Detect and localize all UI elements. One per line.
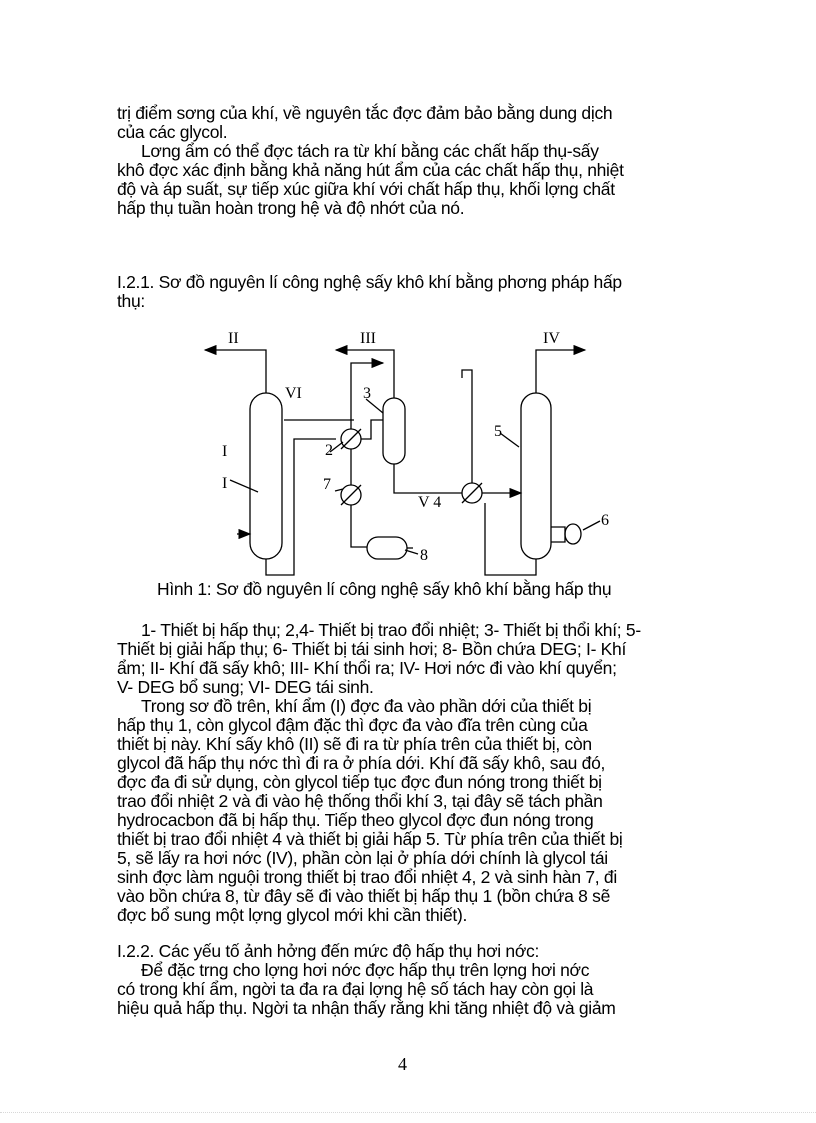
para2-line: trao đổi nhiệt 2 và đi vào hệ thống thổi khí 3, tại đây sẽ tách phần (117, 791, 603, 811)
section-heading: I.2.1. Sơ đồ nguyên lí công nghệ sấy khô khí bằng phơng pháp hấp (117, 272, 622, 292)
section2-line: hiệu quả hấp thụ. Ngời ta nhận thấy rằng khi tăng nhiệt độ và giảm (117, 998, 616, 1018)
absorber-column (250, 393, 282, 559)
para2-line: hấp thụ 1, còn glycol đậm đặc thì đợc đa vào đĩa trên cùng của (117, 715, 588, 735)
gas-dry-outlet-line (205, 350, 266, 393)
label-III: III (360, 330, 376, 347)
label-II: II (228, 330, 239, 347)
label-V4: V 4 (418, 494, 442, 511)
para1-line: khô đợc xác định bằng khả năng hút ẩm của các chất hấp thụ, nhiệt (117, 160, 624, 180)
page-bottom-border (0, 1112, 816, 1113)
label-8: 8 (420, 547, 428, 564)
section2-line: Để đặc trng cho lợng hơi nớc đợc hấp thụ trên lợng hơi nớc (141, 960, 590, 980)
legend-line: 1- Thiết bị hấp thụ; 2,4- Thiết bị trao đổi nhiệt; 3- Thiết bị thổi khí; 5- (141, 620, 641, 640)
para2-line: vào bồn chứa 8, từ đây sẽ đi vào thiết bị hấp thụ 1 (bồn chứa 8 sẽ (117, 886, 611, 906)
section-heading: thụ: (117, 291, 145, 311)
para2-line: Trong sơ đồ trên, khí ẩm (I) đợc đa vào phần dới của thiết bị (141, 696, 592, 716)
reboiler-6 (551, 527, 565, 542)
water-vapor-outlet-line (536, 350, 585, 393)
para2-line: thiết bị trao đổi nhiệt 4 và thiết bị giải hấp 5. Từ phía trên của thiết bị (117, 829, 623, 849)
para1-line: trị điểm sơng của khí, về nguyên tắc đợc đảm bảo bằng dung dịch (117, 103, 613, 123)
section-heading: I.2.2. Các yếu tố ảnh hởng đến mức độ hấp thụ hơi nớc: (117, 941, 540, 961)
label-IV: IV (543, 330, 560, 347)
para2-line: 5, sẽ lấy ra hơi nớc (IV), phần còn lại ở phía dới chính là glycol tái (117, 848, 608, 868)
legend-line: Thiết bị giải hấp thụ; 6- Thiết bị tái sinh hơi; 8- Bồn chứa DEG; I- Khí (117, 639, 627, 659)
gas-stripper-column-3 (383, 398, 405, 464)
desorber-column-5 (521, 393, 551, 559)
para1-line: của các glycol. (117, 122, 228, 142)
label-VI: VI (285, 385, 302, 402)
legend-line: V- DEG bổ sung; VI- DEG tái sinh. (117, 677, 374, 697)
storage-tank-8 (367, 537, 407, 559)
para1-line: Lơng ẩm có thể đợc tách ra từ khí bằng các chất hấp thụ-sấy (141, 141, 599, 161)
legend-line: ẩm; II- Khí đã sấy khô; III- Khí thổi ra; IV- Hơi nớc đi vào khí quyển; (117, 658, 617, 678)
section2-line: có trong khí ẩm, ngời ta đa ra đại lợng hệ số tách hay còn gọi là (117, 979, 594, 999)
para2-line: sinh đợc làm nguội trong thiết bị trao đổi nhiệt 4, 2 và sinh hàn 7, đi (117, 867, 617, 887)
para2-line: thiết bị này. Khí sấy khô (II) sẽ đi ra từ phía trên của thiết bị, còn (117, 734, 592, 754)
figure-caption: Hình 1: Sơ đồ nguyên lí công nghệ sấy khô khí bằng hấp thụ (157, 579, 612, 599)
label-I-a: I (222, 443, 228, 460)
para1-line: hấp thụ tuần hoàn trong hệ và độ nhớt của nó. (117, 198, 465, 218)
para1-line: độ và áp suất, sự tiếp xúc giữa khí với chất hấp thụ, khối lợng chất (117, 179, 615, 199)
label-3: 3 (363, 385, 371, 402)
label-7: 7 (323, 476, 331, 493)
page-number: 4 (398, 1054, 407, 1074)
para2-line: đợc bổ sung một lợng glycol mới khi cần thiết). (117, 905, 468, 925)
para2-line: hydrocacbon đã bị hấp thụ. Tiếp theo glycol đợc đun nóng trong (117, 810, 594, 830)
label-2: 2 (325, 442, 333, 459)
para2-line: đợc đa đi sử dụng, còn glycol tiếp tục đợc đun nóng trong thiết bị (117, 772, 602, 792)
label-6: 6 (601, 512, 609, 529)
label-I-b: I (222, 475, 228, 492)
label-5: 5 (494, 423, 502, 440)
para2-line: glycol đã hấp thụ nớc thì đi ra ở phía dới. Khí đã sấy khô, sau đó, (117, 753, 606, 773)
